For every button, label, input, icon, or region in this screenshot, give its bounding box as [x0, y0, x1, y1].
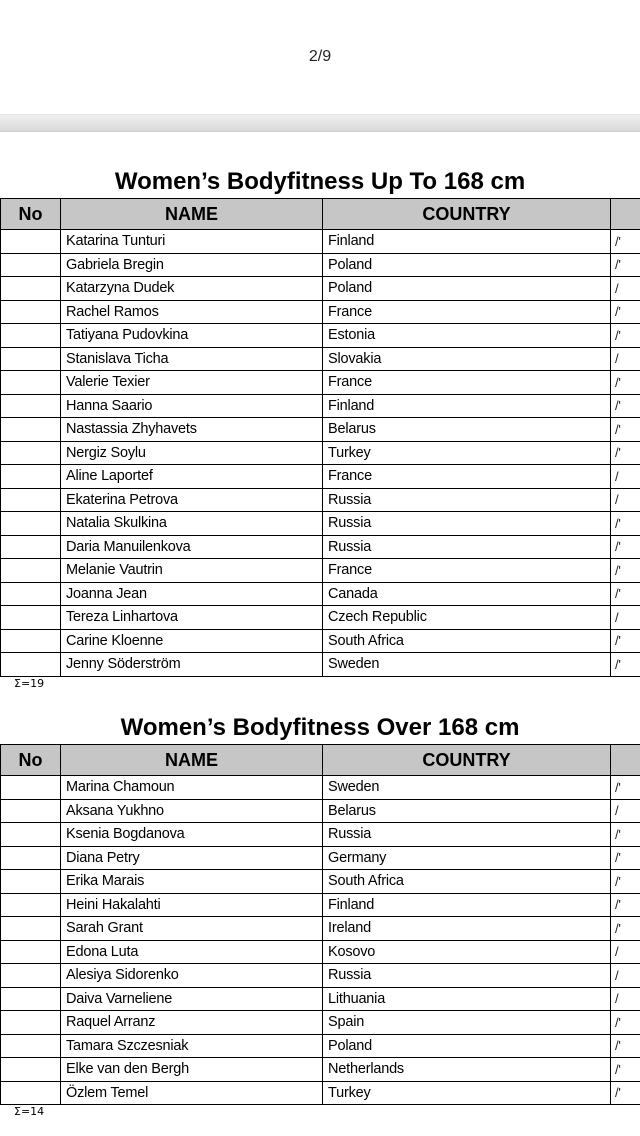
table-row [1, 418, 640, 442]
truncated-cell: / [611, 277, 640, 301]
header-name: NAME [61, 199, 323, 230]
truncated-cell: /' [611, 629, 640, 653]
no-cell [1, 253, 61, 277]
section-title: Women’s Bodyfitness Up To 168 cm [114, 168, 526, 195]
table-row [1, 347, 640, 371]
table-row [1, 300, 640, 324]
no-cell [1, 964, 61, 988]
section-title: Women’s Bodyfitness Over 168 cm [120, 714, 520, 741]
competitor-name: Aksana Yukhno [61, 799, 323, 823]
no-cell [1, 535, 61, 559]
competitor-name: Nergiz Soylu [61, 441, 323, 465]
truncated-cell: /' [611, 870, 640, 894]
table-row [1, 1011, 640, 1035]
competitor-country: Finland [323, 230, 611, 254]
competitor-name: Joanna Jean [61, 582, 323, 606]
table-row [1, 799, 640, 823]
competitor-name: Ekaterina Petrova [61, 488, 323, 512]
truncated-cell: /' [611, 418, 640, 442]
competitor-name: Diana Petry [61, 846, 323, 870]
table-row [1, 606, 640, 630]
truncated-cell: /' [611, 823, 640, 847]
competitor-country: Czech Republic [323, 606, 611, 630]
no-cell [1, 465, 61, 489]
no-cell [1, 1081, 61, 1105]
no-cell [1, 347, 61, 371]
competitor-name: Daiva Varneliene [61, 987, 323, 1011]
competitor-country: Belarus [323, 418, 611, 442]
competitor-name: Carine Kloenne [61, 629, 323, 653]
header-no: No [1, 745, 61, 776]
competitor-name: Melanie Vautrin [61, 559, 323, 583]
no-cell [1, 324, 61, 348]
header-name: NAME [61, 745, 323, 776]
results-table [0, 744, 640, 1105]
table-row [1, 465, 640, 489]
truncated-cell: / [611, 347, 640, 371]
table-header-row [1, 199, 640, 230]
no-cell [1, 300, 61, 324]
table-row [1, 371, 640, 395]
truncated-cell: /' [611, 893, 640, 917]
truncated-cell: / [611, 465, 640, 489]
table-header-row [1, 745, 640, 776]
truncated-cell: /' [611, 1034, 640, 1058]
competitor-country: Turkey [323, 441, 611, 465]
no-cell [1, 277, 61, 301]
competitor-country: Poland [323, 1034, 611, 1058]
section-over-168 [0, 712, 640, 1119]
competitor-country: South Africa [323, 629, 611, 653]
table-row [1, 512, 640, 536]
competitor-country: South Africa [323, 870, 611, 894]
competitor-name: Gabriela Bregin [61, 253, 323, 277]
competitor-name: Elke van den Bergh [61, 1058, 323, 1082]
truncated-cell: /' [611, 441, 640, 465]
truncated-cell: /' [611, 1081, 640, 1105]
no-cell [1, 799, 61, 823]
no-cell [1, 371, 61, 395]
truncated-cell: /' [611, 559, 640, 583]
table-row [1, 1034, 640, 1058]
competitor-country: France [323, 465, 611, 489]
competitor-country: Estonia [323, 324, 611, 348]
competitor-name: Nastassia Zhyhavets [61, 418, 323, 442]
no-cell [1, 1058, 61, 1082]
competitor-country: Finland [323, 394, 611, 418]
no-cell [1, 441, 61, 465]
competitor-name: Sarah Grant [61, 917, 323, 941]
table-row [1, 441, 640, 465]
competitor-country: Kosovo [323, 940, 611, 964]
truncated-cell: / [611, 606, 640, 630]
competitor-name: Tereza Linhartova [61, 606, 323, 630]
competitor-country: Turkey [323, 1081, 611, 1105]
header-country: COUNTRY [323, 745, 611, 776]
truncated-cell: /' [611, 394, 640, 418]
competitor-name: Alesiya Sidorenko [61, 964, 323, 988]
competitor-name: Hanna Saario [61, 394, 323, 418]
competitor-country: Germany [323, 846, 611, 870]
truncated-cell: /' [611, 1011, 640, 1035]
section-up-to-168 [0, 166, 640, 691]
no-cell [1, 987, 61, 1011]
table-row [1, 846, 640, 870]
competitor-country: Ireland [323, 917, 611, 941]
competitor-country: France [323, 300, 611, 324]
page-separator [0, 114, 640, 132]
competitor-country: Sweden [323, 653, 611, 677]
competitor-country: Russia [323, 964, 611, 988]
truncated-cell: /' [611, 846, 640, 870]
no-cell [1, 940, 61, 964]
truncated-cell: /' [611, 1058, 640, 1082]
table-row [1, 488, 640, 512]
table-row [1, 870, 640, 894]
truncated-cell: / [611, 987, 640, 1011]
table-row [1, 277, 640, 301]
truncated-cell: /' [611, 653, 640, 677]
competitor-country: Russia [323, 535, 611, 559]
competitor-country: France [323, 559, 611, 583]
table-row [1, 559, 640, 583]
no-cell [1, 230, 61, 254]
no-cell [1, 870, 61, 894]
table-row [1, 324, 640, 348]
table-row [1, 1058, 640, 1082]
table-row [1, 893, 640, 917]
competitor-country: Slovakia [323, 347, 611, 371]
header-extra [611, 199, 640, 230]
table-row [1, 964, 640, 988]
competitor-name: Valerie Texier [61, 371, 323, 395]
competitor-country: Lithuania [323, 987, 611, 1011]
table-row [1, 394, 640, 418]
competitor-name: Tatiyana Pudovkina [61, 324, 323, 348]
no-cell [1, 418, 61, 442]
truncated-cell: /' [611, 512, 640, 536]
competitor-name: Erika Marais [61, 870, 323, 894]
competitor-name: Stanislava Ticha [61, 347, 323, 371]
truncated-cell: /' [611, 535, 640, 559]
competitor-country: Belarus [323, 799, 611, 823]
truncated-cell: /' [611, 371, 640, 395]
competitor-country: Poland [323, 277, 611, 301]
results-table [0, 198, 640, 677]
no-cell [1, 653, 61, 677]
table-row [1, 653, 640, 677]
no-cell [1, 512, 61, 536]
table-row [1, 629, 640, 653]
competitor-name: Katarzyna Dudek [61, 277, 323, 301]
no-cell [1, 1011, 61, 1035]
competitor-name: Aline Laportef [61, 465, 323, 489]
truncated-cell: / [611, 964, 640, 988]
competitor-country: Russia [323, 823, 611, 847]
no-cell [1, 1034, 61, 1058]
table-row [1, 776, 640, 800]
competitor-name: Jenny Söderström [61, 653, 323, 677]
no-cell [1, 776, 61, 800]
competitor-name: Rachel Ramos [61, 300, 323, 324]
truncated-cell: / [611, 799, 640, 823]
header-no: No [1, 199, 61, 230]
competitor-country: Canada [323, 582, 611, 606]
truncated-cell: /' [611, 776, 640, 800]
page-indicator: 2/9 [308, 48, 332, 65]
table-row [1, 535, 640, 559]
table-row [1, 253, 640, 277]
header-country: COUNTRY [323, 199, 611, 230]
no-cell [1, 559, 61, 583]
competitor-name: Daria Manuilenkova [61, 535, 323, 559]
table-row [1, 940, 640, 964]
no-cell [1, 823, 61, 847]
competitor-name: Ksenia Bogdanova [61, 823, 323, 847]
no-cell [1, 488, 61, 512]
competitor-country: Russia [323, 488, 611, 512]
truncated-cell: /' [611, 230, 640, 254]
no-cell [1, 629, 61, 653]
competitor-country: Finland [323, 893, 611, 917]
total-count: Σ=19 [14, 676, 45, 690]
competitor-country: Sweden [323, 776, 611, 800]
no-cell [1, 893, 61, 917]
competitor-country: Russia [323, 512, 611, 536]
competitor-name: Marina Chamoun [61, 776, 323, 800]
competitor-name: Özlem Temel [61, 1081, 323, 1105]
no-cell [1, 582, 61, 606]
competitor-name: Natalia Skulkina [61, 512, 323, 536]
total-count: Σ=14 [14, 1105, 45, 1118]
table-row [1, 917, 640, 941]
table-row [1, 1081, 640, 1105]
no-cell [1, 394, 61, 418]
competitor-country: Poland [323, 253, 611, 277]
competitor-country: Spain [323, 1011, 611, 1035]
table-row [1, 987, 640, 1011]
truncated-cell: /' [611, 324, 640, 348]
table-row [1, 582, 640, 606]
competitor-country: Netherlands [323, 1058, 611, 1082]
truncated-cell: /' [611, 253, 640, 277]
no-cell [1, 846, 61, 870]
competitor-name: Edona Luta [61, 940, 323, 964]
competitor-name: Raquel Arranz [61, 1011, 323, 1035]
truncated-cell: / [611, 940, 640, 964]
header-extra [611, 745, 640, 776]
truncated-cell: / [611, 488, 640, 512]
competitor-name: Heini Hakalahti [61, 893, 323, 917]
table-row [1, 823, 640, 847]
table-row [1, 230, 640, 254]
truncated-cell: /' [611, 917, 640, 941]
competitor-name: Katarina Tunturi [61, 230, 323, 254]
truncated-cell: /' [611, 582, 640, 606]
no-cell [1, 606, 61, 630]
truncated-cell: /' [611, 300, 640, 324]
competitor-name: Tamara Szczesniak [61, 1034, 323, 1058]
no-cell [1, 917, 61, 941]
competitor-country: France [323, 371, 611, 395]
